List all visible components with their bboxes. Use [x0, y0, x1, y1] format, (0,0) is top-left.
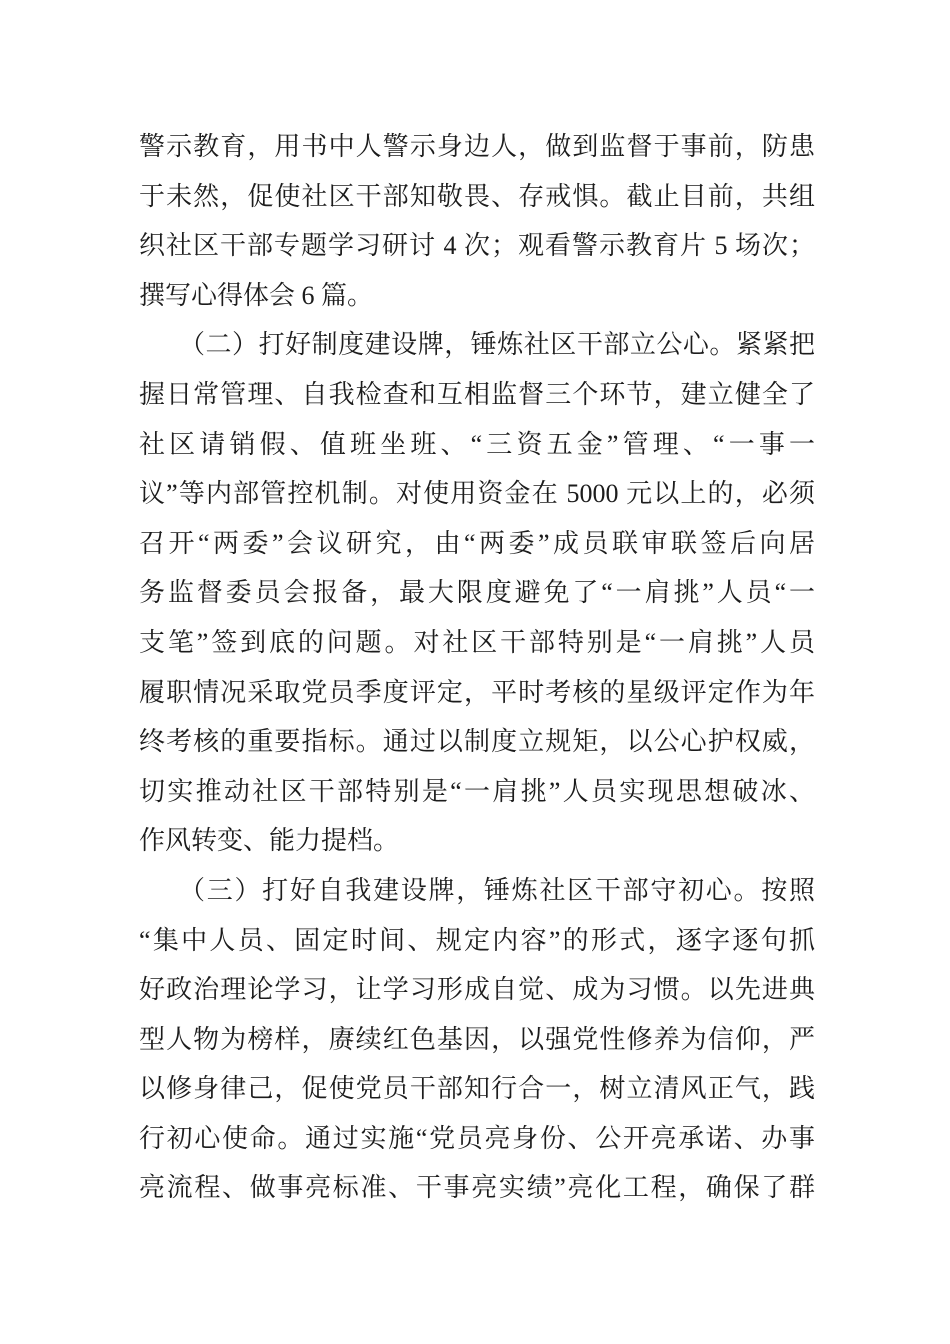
- text-line: 议”等内部管控机制。对使用资金在 5000 元以上的，必须: [139, 479, 815, 509]
- text-line: 于未然，促使社区干部知敬畏、存戒惧。截止目前，共组: [139, 181, 815, 211]
- text-line: 好政治理论学习，让学习形成自觉、成为习惯。以先进典: [139, 975, 815, 1005]
- text-line: 务监督委员会报备，最大限度避免了“一肩挑”人员“一: [139, 578, 815, 608]
- text-line: 握日常管理、自我检查和互相监督三个环节，建立健全了: [139, 379, 815, 409]
- text-line: 切实推动社区干部特别是“一肩挑”人员实现思想破冰、: [139, 776, 815, 806]
- text-line: （二）打好制度建设牌，锤炼社区干部立公心。紧紧把: [179, 330, 815, 360]
- paragraph: [139, 122, 815, 320]
- document-body: [139, 122, 815, 1213]
- text-line: 行初心使命。通过实施“党员亮身份、公开亮承诺、办事: [139, 1123, 815, 1153]
- text-line: 织社区干部专题学习研讨 4 次；观看警示教育片 5 场次；: [139, 231, 815, 261]
- text-line: 社区请销假、值班坐班、“三资五金”管理、“一事一: [139, 429, 815, 459]
- text-line: 型人物为榜样，赓续红色基因，以强党性修养为信仰，严: [139, 1024, 815, 1054]
- text-line: 警示教育，用书中人警示身边人，做到监督于事前，防患: [139, 132, 815, 161]
- text-line: 以修身律己，促使党员干部知行合一，树立清风正气，践: [139, 1074, 815, 1104]
- text-line: 作风转变、能力提档。: [139, 826, 400, 856]
- text-line: 终考核的重要指标。通过以制度立规矩，以公心护权威，: [139, 727, 815, 757]
- text-line: 亮流程、做事亮标准、干事亮实绩”亮化工程，确保了群: [139, 1173, 815, 1203]
- text-line: 支笔”签到底的问题。对社区干部特别是“一肩挑”人员: [139, 627, 815, 657]
- paragraph: [139, 866, 815, 1213]
- text-line: 召开“两委”会议研究，由“两委”成员联审联签后向居: [139, 528, 815, 558]
- text-line: （三）打好自我建设牌，锤炼社区干部守初心。按照: [179, 875, 815, 905]
- text-line: 撰写心得体会 6 篇。: [139, 280, 374, 310]
- text-line: “集中人员、固定时间、规定内容”的形式，逐字逐句抓: [139, 925, 815, 955]
- text-line: 履职情况采取党员季度评定，平时考核的星级评定作为年: [139, 677, 815, 707]
- paragraph: [139, 320, 815, 866]
